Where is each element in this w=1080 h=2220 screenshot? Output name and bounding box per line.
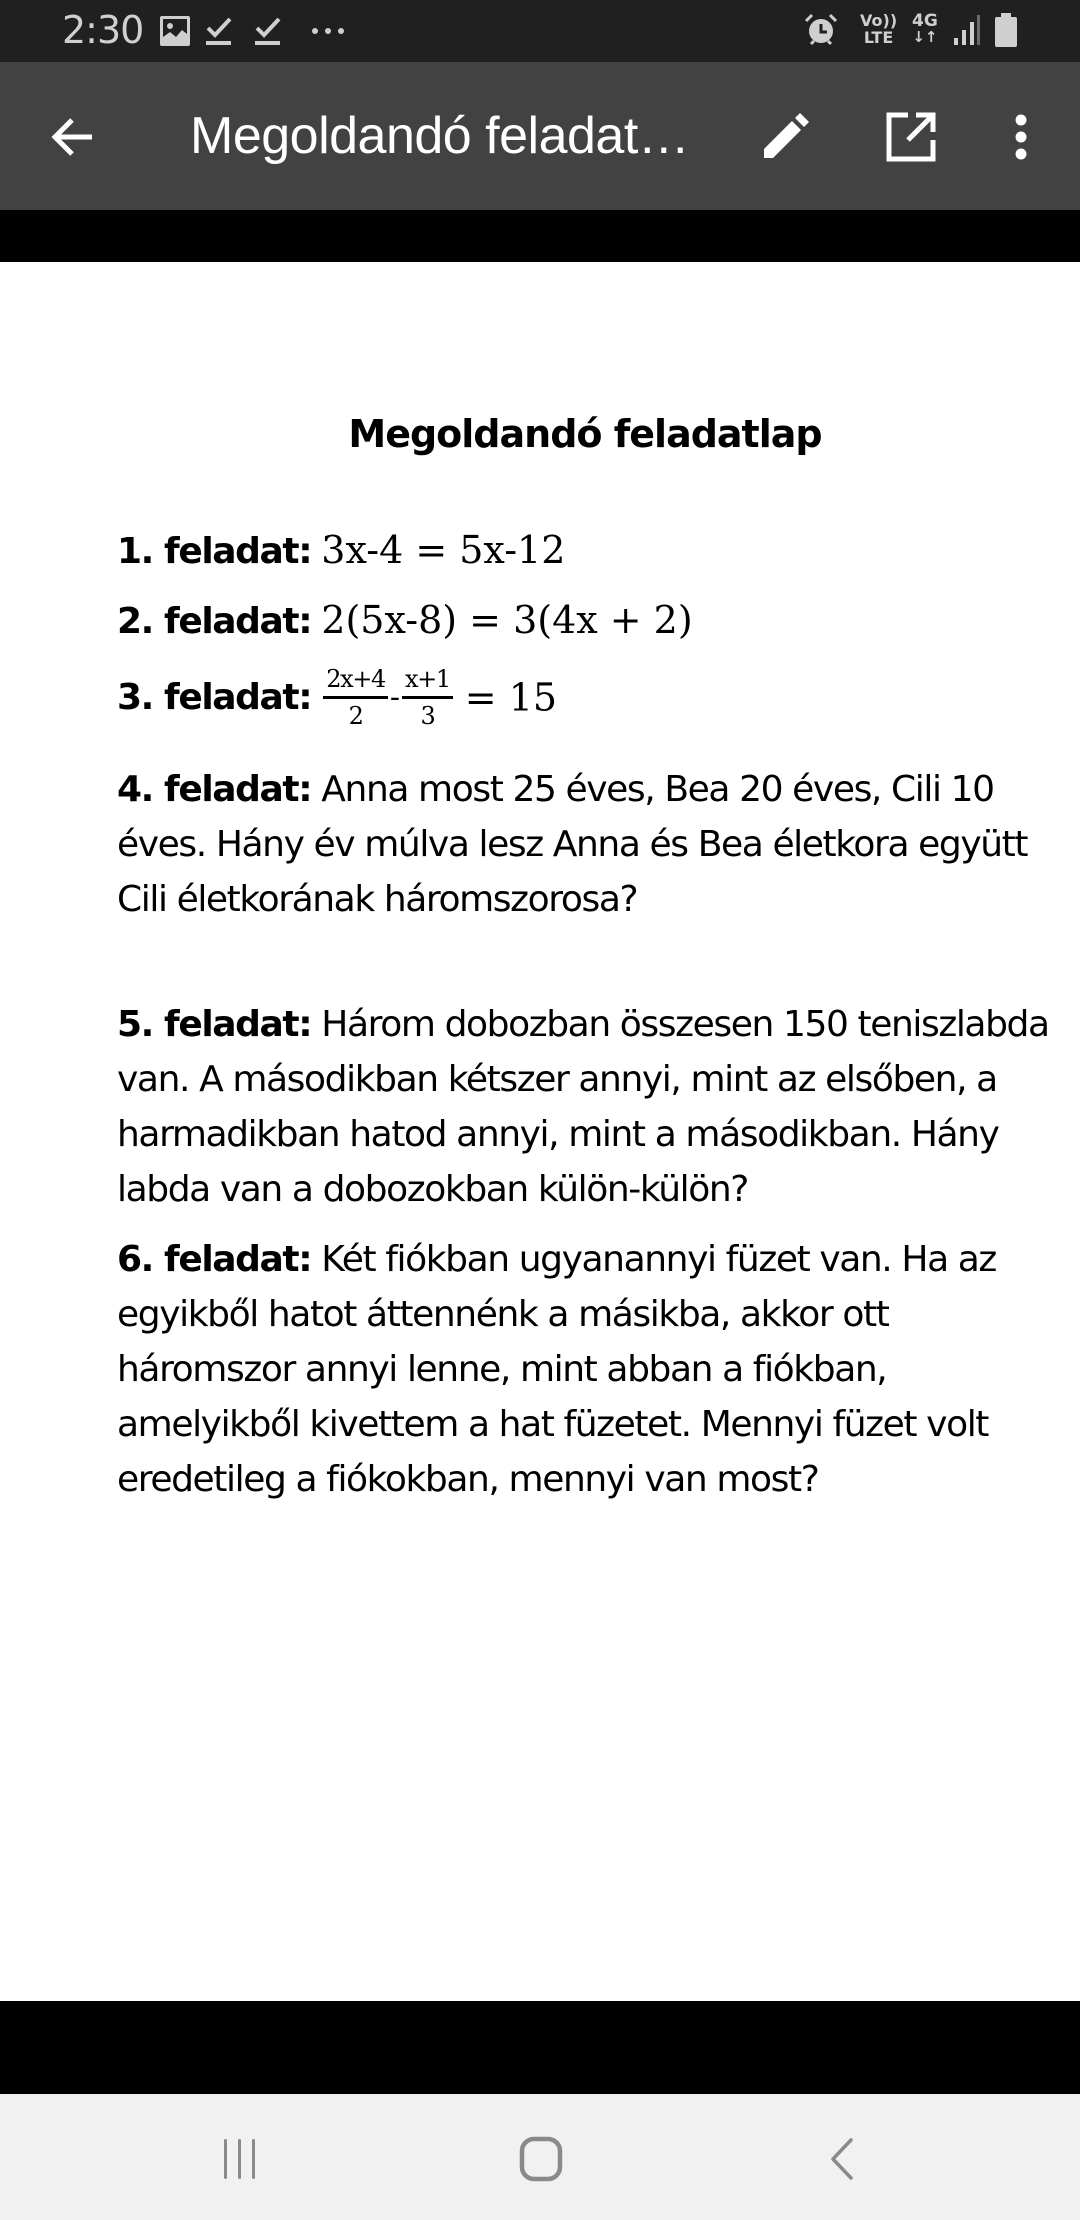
volte-bottom-text: LTE <box>863 28 894 47</box>
task-2 <box>117 598 693 642</box>
status-time: 2:30 <box>62 8 144 52</box>
task-label: 2. feladat: <box>117 601 312 642</box>
task-text-line <box>117 762 1027 817</box>
task-text-line: labda van a dobozokban külön-külön? <box>117 1169 748 1210</box>
task-5 <box>117 997 1049 1217</box>
back-icon <box>827 2137 857 2181</box>
task-text-line <box>117 997 1049 1052</box>
fraction-denominator: 3 <box>420 702 435 730</box>
network-type-text: 4G <box>912 11 938 31</box>
app-title: Megoldandó feladat… <box>190 107 690 165</box>
4g-data-icon: 4G ↓↑ <box>912 11 938 46</box>
task-1 <box>117 528 565 572</box>
task-label: 5. feladat: <box>117 1004 312 1045</box>
task-equation: 2(5x-8) = 3(4x + 2) <box>321 598 693 642</box>
document-page[interactable] <box>0 262 1080 2001</box>
fraction-2 <box>402 664 453 731</box>
download-done-icon <box>205 15 233 47</box>
task-text: Anna most 25 éves, Bea 20 éves, Cili 10 <box>321 769 994 810</box>
task-label: 1. feladat: <box>117 531 312 572</box>
task-text-line: éves. Hány év múlva lesz Anna és Bea életkora együtt <box>117 824 1028 865</box>
task-label: 4. feladat: <box>117 769 312 810</box>
app-bar <box>0 62 1080 210</box>
task-label: 3. feladat: <box>117 677 312 718</box>
viewer-top-margin <box>0 210 1080 262</box>
fraction-1 <box>323 664 388 731</box>
task-text: Két fiókban ugyanannyi füzet van. Ha az <box>321 1239 996 1280</box>
download-done-icon <box>254 15 282 47</box>
fraction-numerator: 2x+4 <box>323 664 388 699</box>
task-text-line: eredetileg a fiókokban, mennyi van most? <box>117 1459 819 1500</box>
arrow-back-icon <box>50 114 96 160</box>
back-nav-button[interactable] <box>797 2124 887 2194</box>
edit-button[interactable] <box>750 102 820 172</box>
volte-icon <box>860 12 897 46</box>
fraction-numerator: x+1 <box>402 664 453 699</box>
status-bar <box>0 0 1080 62</box>
task-4 <box>117 762 1027 927</box>
task-text-line: harmadikban hatod annyi, mint a másodikban. Hány <box>117 1114 999 1155</box>
more-options-button[interactable] <box>986 102 1056 172</box>
document-title: Megoldandó feladatlap <box>348 412 822 456</box>
open-external-icon <box>886 112 936 162</box>
recent-apps-icon <box>220 2137 260 2181</box>
task-text-line: van. A másodikban kétszer annyi, mint az elsőben, a <box>117 1059 997 1100</box>
edit-icon <box>760 112 810 162</box>
equation-rhs: = 15 <box>464 675 558 720</box>
more-notifications-icon <box>310 26 346 36</box>
task-equation: 3x-4 = 5x-12 <box>321 528 566 572</box>
more-vert-icon <box>1013 114 1029 160</box>
alarm-icon <box>804 13 838 47</box>
task-3 <box>117 664 557 731</box>
open-external-button[interactable] <box>876 102 946 172</box>
back-button[interactable] <box>38 102 108 172</box>
task-text-line: Cili életkorának háromszorosa? <box>117 879 638 920</box>
volte-top-text: Vo)) <box>860 11 898 30</box>
task-text-line: amelyikből kivettem a hat füzetet. Mennyi füzet volt <box>117 1404 989 1445</box>
minus-sign: - <box>389 680 401 715</box>
signal-icon <box>952 14 982 46</box>
viewer-bottom-margin <box>0 2001 1080 2094</box>
task-text-line <box>117 1232 996 1287</box>
home-icon <box>519 2136 563 2182</box>
navigation-bar <box>0 2094 1080 2220</box>
battery-icon <box>994 13 1018 48</box>
task-label: 6. feladat: <box>117 1239 312 1280</box>
task-text: Három dobozban összesen 150 teniszlabda <box>321 1004 1049 1045</box>
task-text-line: egyikből hatot áttennénk a másikba, akkor ott <box>117 1294 889 1335</box>
recent-apps-button[interactable] <box>195 2124 285 2194</box>
fraction-denominator: 2 <box>348 702 363 730</box>
home-button[interactable] <box>496 2124 586 2194</box>
task-6 <box>117 1232 996 1507</box>
task-text-line: háromszor annyi lenne, mint abban a fiókban, <box>117 1349 887 1390</box>
image-icon <box>160 16 190 46</box>
